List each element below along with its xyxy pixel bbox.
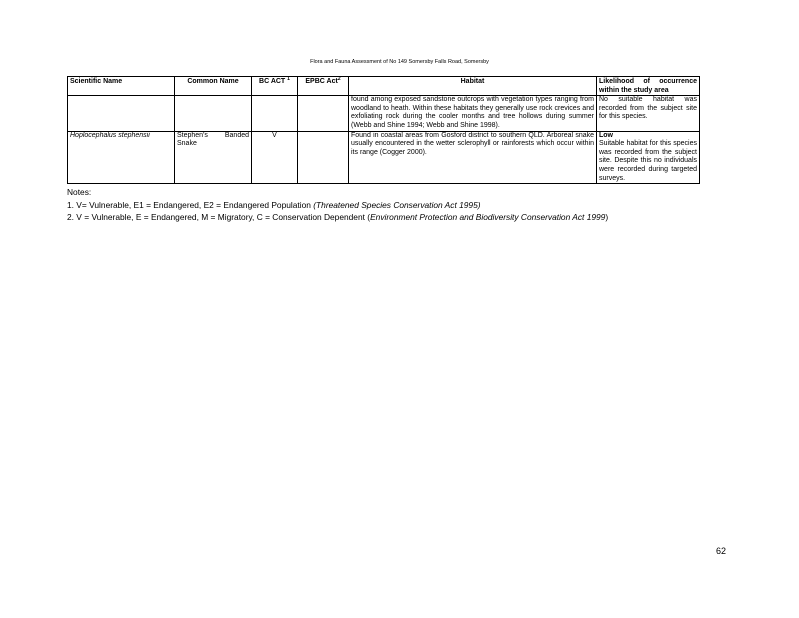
cell-bc-act [252,96,298,131]
header-epbc-act [298,77,349,96]
header-bc-act [252,77,298,96]
note-1-text: 1. V= Vulnerable, E1 = Endangered, E2 = Endangered Population [67,199,314,210]
cell-epbc-act [298,96,349,131]
likelihood-text: No suitable habitat was recorded from the subject site for this species. [599,96,697,121]
header-habitat: Habitat [349,77,597,96]
note-2-act: Environment Protection and Biodiversity Conservation Act 1999 [370,212,606,222]
cell-bc-act: V [252,131,298,184]
cell-scientific-name: Hoplocephalus stephensii [68,131,175,184]
page-number: 62 [716,546,727,556]
likelihood-rating: Low [599,131,613,139]
notes-heading: Notes: [67,187,92,197]
table-header-row [68,77,700,96]
note-2 [67,211,707,224]
cell-habitat: found among exposed sandstone outcrops with vegetation types ranging from woodland to heath. Within these habitats they generally use rock crevices and exfoliating rock during the cooler months and tree hollows during summer (Webb and Shine 1994; Webb and Shine 1998). [349,96,597,131]
note-1 [67,199,707,212]
cell-habitat: Found in coastal areas from Gosford district to southern QLD. Arboreal snake usually encountered in the wetter sclerophyll or rainforests which occur within its range (Cogger 2000). [349,131,597,184]
note-1-act: (Threatened Species Conservation Act 1995) [313,199,481,210]
cell-common-name: Stephen's Banded Snake [175,131,252,184]
header-scientific-name: Scientific Name [68,77,175,96]
page-header-title: Flora and Fauna Assessment of No 149 Somersby Falls Road, Somersby [310,59,489,65]
header-epbc-act-footnote: 2 [337,76,341,82]
cell-likelihood [597,131,700,184]
header-likelihood: Likelihood of occurrence within the study area [597,77,700,96]
table-row [68,96,700,131]
note-2-close: ) [605,212,609,222]
likelihood-text: Suitable habitat for this species was recorded from the subject site. Despite this no individuals were recorded during targeted surveys. [599,140,697,182]
cell-epbc-act [298,131,349,184]
cell-likelihood [597,96,700,131]
note-2-text: 2. V = Vulnerable, E = Endangered, M = Migratory, C = Conservation Dependent ( [67,212,371,222]
header-bc-act-footnote: 1 [287,76,290,82]
threatened-species-table [67,76,700,184]
header-epbc-act-label: EPBC Act [305,78,338,85]
header-bc-act-label: BC ACT [259,78,286,85]
cell-scientific-name [68,96,175,131]
table-row [68,131,700,184]
notes-section [67,186,707,224]
cell-common-name [175,96,252,131]
header-common-name: Common Name [175,77,252,96]
